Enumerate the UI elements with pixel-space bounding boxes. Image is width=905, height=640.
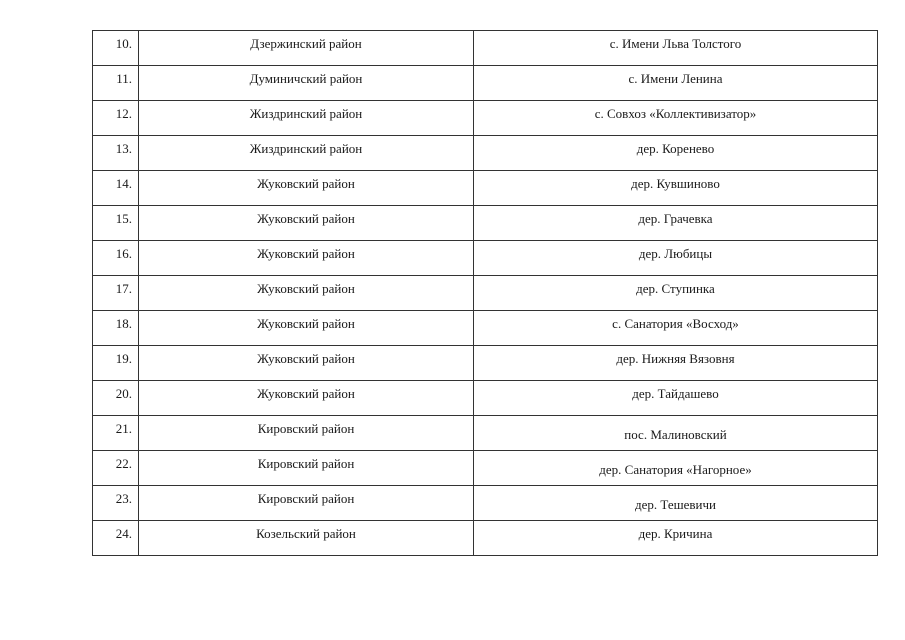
district-cell xyxy=(139,486,474,521)
settlement-name: дер. Санатория «Нагорное» xyxy=(599,462,752,477)
district-name: Дзержинский район xyxy=(250,36,362,51)
district-name: Жуковский район xyxy=(257,281,355,296)
district-name: Жуковский район xyxy=(257,351,355,366)
row-number: 21. xyxy=(115,421,132,436)
row-number-cell xyxy=(93,416,139,451)
settlement-cell xyxy=(474,31,878,66)
district-cell xyxy=(139,66,474,101)
district-cell xyxy=(139,416,474,451)
settlement-cell xyxy=(474,136,878,171)
settlement-name: с. Имени Льва Толстого xyxy=(609,36,742,51)
settlement-cell xyxy=(474,241,878,276)
settlement-name: с. Санатория «Восход» xyxy=(612,316,739,331)
row-number: 17. xyxy=(115,281,132,296)
district-name: Кировский район xyxy=(257,456,355,471)
district-cell xyxy=(139,136,474,171)
row-number-cell xyxy=(93,311,139,346)
settlement-cell xyxy=(474,206,878,241)
district-cell xyxy=(139,521,474,556)
district-name: Кировский район xyxy=(257,421,355,436)
row-number-cell xyxy=(93,171,139,206)
table-row xyxy=(93,346,878,381)
row-number: 19. xyxy=(115,351,132,366)
district-name: Жиздринский район xyxy=(249,141,363,156)
district-cell xyxy=(139,311,474,346)
table-row xyxy=(93,276,878,311)
row-number: 11. xyxy=(116,71,132,86)
district-cell xyxy=(139,206,474,241)
district-cell xyxy=(139,276,474,311)
district-name: Жиздринский район xyxy=(249,106,363,121)
row-number: 14. xyxy=(115,176,132,191)
district-name: Жуковский район xyxy=(257,211,355,226)
row-number: 23. xyxy=(115,491,132,506)
district-name: Кировский район xyxy=(257,491,355,506)
settlement-cell xyxy=(474,451,878,486)
district-name: Козельский район xyxy=(256,526,356,541)
row-number: 16. xyxy=(115,246,132,261)
settlement-name: дер. Кувшиново xyxy=(631,176,720,191)
table-row xyxy=(93,136,878,171)
settlement-name: пос. Малиновский xyxy=(624,427,727,442)
row-number: 24. xyxy=(115,526,132,541)
district-name: Жуковский район xyxy=(257,386,355,401)
district-cell xyxy=(139,31,474,66)
row-number: 18. xyxy=(115,316,132,331)
settlement-name: с. Совхоз «Коллективизатор» xyxy=(594,106,757,121)
settlement-cell xyxy=(474,101,878,136)
settlement-name: с. Имени Ленина xyxy=(628,71,723,86)
district-name: Жуковский район xyxy=(257,246,355,261)
settlement-cell xyxy=(474,416,878,451)
row-number-cell xyxy=(93,346,139,381)
district-name: Жуковский район xyxy=(257,176,355,191)
table-row xyxy=(93,451,878,486)
table-row xyxy=(93,206,878,241)
row-number: 15. xyxy=(115,211,132,226)
row-number-cell xyxy=(93,31,139,66)
table-row xyxy=(93,311,878,346)
settlement-name: дер. Любицы xyxy=(638,246,713,261)
district-cell xyxy=(139,451,474,486)
table-row xyxy=(93,66,878,101)
table-row xyxy=(93,31,878,66)
settlement-cell xyxy=(474,346,878,381)
district-cell xyxy=(139,241,474,276)
settlement-cell xyxy=(474,66,878,101)
district-cell xyxy=(139,381,474,416)
table-row xyxy=(93,486,878,521)
row-number: 20. xyxy=(115,386,132,401)
settlement-cell xyxy=(474,381,878,416)
row-number-cell xyxy=(93,66,139,101)
settlement-cell xyxy=(474,311,878,346)
row-number: 10. xyxy=(115,36,132,51)
row-number-cell xyxy=(93,206,139,241)
row-number-cell xyxy=(93,241,139,276)
row-number-cell xyxy=(93,521,139,556)
settlement-cell xyxy=(474,276,878,311)
table-row xyxy=(93,381,878,416)
row-number: 13. xyxy=(115,141,132,156)
row-number-cell xyxy=(93,101,139,136)
settlements-table xyxy=(92,30,878,556)
district-cell xyxy=(139,101,474,136)
district-name: Жуковский район xyxy=(257,316,355,331)
district-cell xyxy=(139,171,474,206)
settlement-cell xyxy=(474,486,878,521)
row-number-cell xyxy=(93,136,139,171)
table-row xyxy=(93,101,878,136)
row-number-cell xyxy=(93,486,139,521)
row-number: 22. xyxy=(115,456,132,471)
table-row xyxy=(93,416,878,451)
row-number-cell xyxy=(93,381,139,416)
settlement-name: дер. Тайдашево xyxy=(632,386,719,401)
row-number: 12. xyxy=(115,106,132,121)
settlement-name: дер. Нижняя Вязовня xyxy=(616,351,735,366)
settlement-name: дер. Ступинка xyxy=(636,281,715,296)
table-row xyxy=(93,521,878,556)
settlement-cell xyxy=(474,521,878,556)
settlement-name: дер. Грачевка xyxy=(638,211,713,226)
district-name: Думиничский район xyxy=(249,71,363,86)
table-row xyxy=(93,171,878,206)
settlement-cell xyxy=(474,171,878,206)
row-number-cell xyxy=(93,276,139,311)
settlement-name: дер. Тешевичи xyxy=(635,497,716,512)
row-number-cell xyxy=(93,451,139,486)
district-cell xyxy=(139,346,474,381)
settlement-name: дер. Кричина xyxy=(638,526,713,541)
settlement-name: дер. Коренево xyxy=(636,141,715,156)
table-row xyxy=(93,241,878,276)
